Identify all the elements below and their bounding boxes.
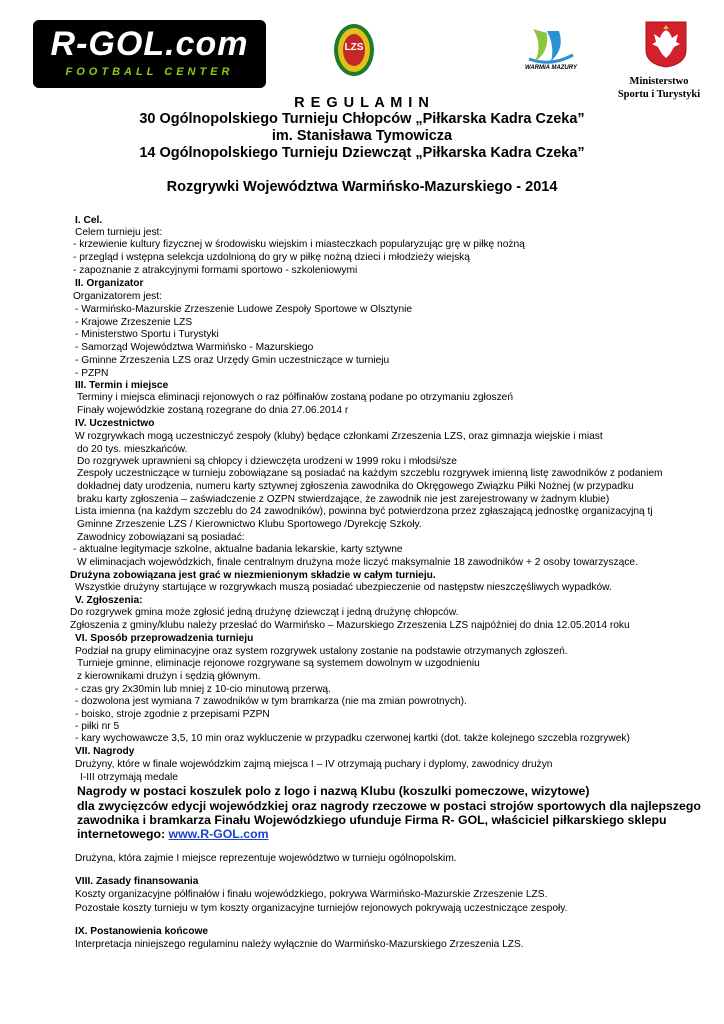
- text-line: - aktualne legitymacje szkolne, aktualne badania lekarskie, karty sztywne: [73, 544, 403, 555]
- text-line: Drużyny, które w finale wojewódzkim zajmą miejsca I – IV otrzymają puchary i dyplomy, zawodnicy drużyn: [75, 759, 553, 770]
- text-line: Turnieje gminne, eliminacje rejonowe rozgrywane są systemem dowolnym w uzgodnieniu: [77, 658, 480, 669]
- text-line: Do rozgrywek gmina może zgłosić jedną drużynę dziewcząt i jedną drużynę chłopców.: [70, 607, 459, 618]
- text-line: Zgłoszenia z gminy/klubu należy przesłać do Warmińsko – Mazurskiego Zrzeszenia LZS najpóźniej do dnia 12.05.2014 roku: [70, 620, 630, 631]
- lzs-logo: [332, 22, 376, 78]
- text-line: - Samorząd Województwa Warmińsko - Mazurskiego: [75, 342, 314, 353]
- text-line: - piłki nr 5: [75, 721, 120, 732]
- section-heading: V. Zgłoszenia:: [75, 595, 143, 606]
- ministry-name-line1: Ministerstwo: [629, 76, 689, 87]
- text-line: Organizatorem jest:: [73, 291, 162, 302]
- text-line: - krzewienie kultury fizycznej w środowisku wiejskim i miasteczkach popularyzując grę w piłkę nożną: [73, 239, 525, 250]
- text-line: Terminy i miejsca eliminacji rejonowych o raz półfinałów zostaną podane po otrzymaniu zgłoszeń: [77, 392, 514, 403]
- section-heading: VIII. Zasady finansowania: [75, 876, 199, 887]
- text-line: do 20 tys. mieszkańców.: [77, 444, 188, 455]
- text-line: - Krajowe Zrzeszenie LZS: [75, 317, 193, 328]
- prize-line: Nagrody w postaci koszulek polo z logo i nazwą Klubu (koszulki pomeczowe, wizytowe): [77, 784, 590, 798]
- text-line: Gminne Zrzeszenie LZS / Kierownictwo Klubu Sportowego /Dyrekcję Szkoły.: [77, 519, 422, 530]
- text-line: Celem turnieju jest:: [75, 227, 163, 238]
- section-heading: IV. Uczestnictwo: [75, 418, 155, 429]
- section-heading: III. Termin i miejsce: [75, 380, 169, 391]
- text-line: braku karty zgłoszenia – zaświadczenie z OZPN stwierdzające, że zawodnik nie jest zarejestrowany w żadnym klubie): [77, 494, 610, 505]
- section-heading: II. Organizator: [75, 278, 144, 289]
- text-line: - kary wychowawcze 3,5, 10 min oraz wykluczenie w przypadku czerwonej kartki (dot. także kolejnego szczebla rozgrywek): [75, 733, 630, 744]
- title-boys-tournament: 30 Ogólnopolskiego Turnieju Chłopców „Piłkarska Kadra Czeka”: [139, 111, 585, 127]
- text-line: - boisko, stroje zgodnie z przepisami PZPN: [75, 709, 270, 720]
- text-line: Drużyna, która zajmie I miejsce reprezentuje województwo w turnieju ogólnopolskim.: [75, 853, 457, 864]
- text-line: - przegląd i wstępna selekcja uzdolnioną do gry w piłkę nożną dzieci i młodzieży wiejską: [73, 252, 470, 263]
- text-line: Finały wojewódzkie zostaną rozegrane do dnia 27.06.2014 r: [77, 405, 349, 416]
- text-line: - Warmińsko-Mazurskie Zrzeszenie Ludowe Zespoły Sportowe w Olsztynie: [75, 304, 413, 315]
- text-line: Zawodnicy zobowiązani są posiadać:: [77, 532, 245, 543]
- section-heading: IX. Postanowienia końcowe: [75, 926, 209, 937]
- text-line: Koszty organizacyjne półfinałów i finału wojewódzkiego, pokrywa Warmińsko-Mazurskie Zrzeszenie LZS.: [75, 889, 548, 900]
- rgol-logo: [33, 20, 266, 88]
- text-line: - zapoznanie z atrakcyjnymi formami sportowo - szkoleniowymi: [73, 265, 358, 276]
- title-patron: im. Stanisława Tymowicza: [271, 128, 453, 144]
- prize-line: dla zwycięzców edycji wojewódzkiej oraz nagrody rzeczowe w postaci strojów sportowych dla najlepszego: [77, 799, 701, 813]
- text-line: W eliminacjach wojewódzkich, finale centralnym drużyna może liczyć maksymalnie 18 zawodników + 2 osoby towarzyszące.: [77, 557, 638, 568]
- text-line: I-III otrzymają medale: [80, 772, 178, 783]
- text-line: Lista imienna (na każdym szczeblu do 24 zawodników), powinna być potwierdzona przez zgłaszającą jednostkę organizacyjną tj: [75, 506, 653, 517]
- lzs-logo-text: LZS: [344, 42, 364, 53]
- text-line: - PZPN: [75, 368, 109, 379]
- rgol-logo-text: R-GOL.com: [50, 25, 249, 63]
- warmia-mazury-emblem-icon: [525, 25, 577, 65]
- text-line: dokładnej daty urodzenia, numeru karty sztywnej zgłoszenia zawodnika do Okręgowego Związku Piłki Nożnej (w przypadku: [77, 481, 634, 492]
- prize-line-text: internetowego:: [77, 827, 169, 841]
- text-line: - Gminne Zrzeszenia LZS oraz Urzędy Gmin uczestniczące w turnieju: [75, 355, 390, 366]
- regulamin-title: R E G U L A M I N: [294, 95, 430, 111]
- text-line: Zespoły uczestniczące w turnieju zobowiązane są posiadać na każdym szczeblu rozgrywek imienną listę zawodników z podaniem: [77, 468, 663, 479]
- emphasis-line: Drużyna zobowiązana jest grać w niezmienionym składzie w całym turnieju.: [70, 570, 436, 581]
- polish-eagle-icon: [644, 20, 688, 68]
- text-line: - czas gry 2x30min lub mniej z 10-cio minutową przerwą.: [75, 684, 331, 695]
- text-line: Wszystkie drużyny startujące w rozgrywkach muszą posiadać ubezpieczenie od następstw nieszczęśliwych wypadków.: [75, 582, 612, 593]
- text-line: Pozostałe koszty turnieju w tym koszty organizacyjne turniejów rejonowych pokrywają uczestniczące zespoły.: [75, 903, 568, 914]
- rgol-logo-subtitle: FOOTBALL CENTER: [65, 66, 234, 78]
- text-line: z kierownikami drużyn i sędzią głównym.: [77, 671, 261, 682]
- title-girls-tournament: 14 Ogólnopolskiego Turnieju Dziewcząt „Piłkarska Kadra Czeka”: [139, 145, 585, 161]
- warmia-mazury-logo: [525, 25, 577, 81]
- section-heading: I. Cel.: [75, 215, 103, 226]
- text-line: W rozgrywkach mogą uczestniczyć zespoły (kluby) będące członkami Zrzeszenia LZS, oraz gimnazja wiejskie i miast: [75, 431, 603, 442]
- rgol-website-link[interactable]: www.R-GOL.com: [168, 827, 269, 841]
- text-line: Interpretacja niniejszego regulaminu należy wyłącznie do Warmińsko-Mazurskiego Zrzeszenia LZS.: [75, 939, 524, 950]
- ministry-emblem: [644, 20, 688, 68]
- ministry-name-line2: Sportu i Turystyki: [617, 89, 701, 100]
- title-region: Rozgrywki Województwa Warmińsko-Mazurskiego - 2014: [166, 179, 558, 195]
- warmia-mazury-logo-text: WARMIA MAZURY: [525, 65, 577, 71]
- text-line: Podział na grupy eliminacyjne oraz system rozgrywek ustalony zostanie na podstawie otrzymanych zgłoszeń.: [75, 646, 568, 657]
- text-line: - Ministerstwo Sportu i Turystyki: [75, 329, 219, 340]
- prize-line: [77, 827, 269, 842]
- text-line: - dozwolona jest wymiana 7 zawodników w tym bramkarza (nie ma zmian powrotnych).: [75, 696, 467, 707]
- section-heading: VI. Sposób przeprowadzenia turnieju: [75, 633, 254, 644]
- prize-line: zawodnika i bramkarza Finału Wojewódzkiego ufunduje Firma R- GOL, właściciel piłkarskiego sklepu: [77, 813, 667, 827]
- text-line: Do rozgrywek uprawnieni są chłopcy i dziewczęta urodzeni w 1999 roku i młodsi/sze: [77, 456, 457, 467]
- section-heading: VII. Nagrody: [75, 746, 135, 757]
